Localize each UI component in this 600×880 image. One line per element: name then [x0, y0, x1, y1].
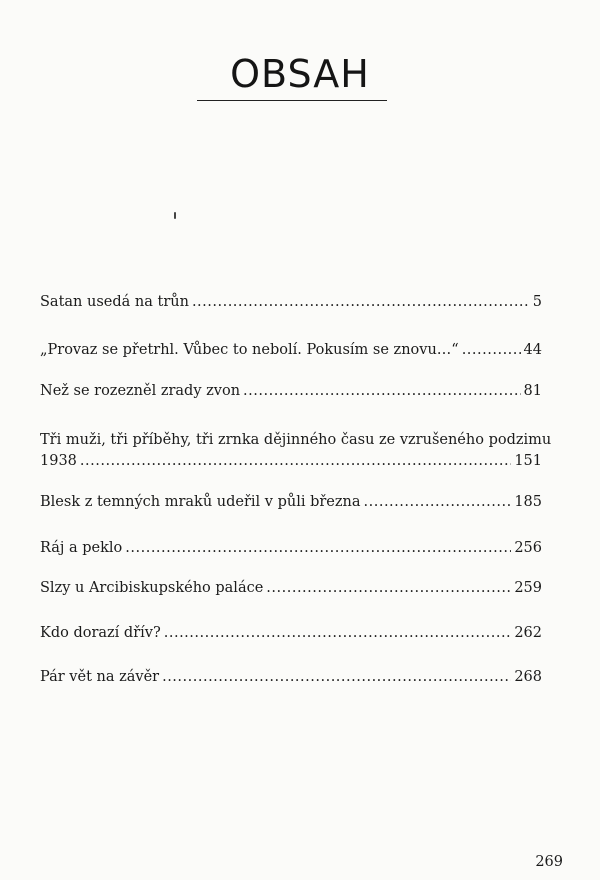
toc-leader-dots — [164, 623, 512, 643]
toc-entry[interactable] — [40, 381, 542, 401]
toc-leader-dots — [80, 451, 511, 471]
toc-leader-dots — [192, 292, 530, 312]
toc-entry-page: 256 — [514, 540, 542, 556]
toc-entry-page: 185 — [514, 494, 542, 510]
page-title: OBSAH — [230, 52, 370, 96]
toc-entry-page: 268 — [514, 669, 542, 685]
toc-entry-title-continued: 1938 — [40, 453, 77, 469]
toc-entry-title: Slzy u Arcibiskupského paláce — [40, 580, 264, 596]
toc-entry-title: Pár vět na závěr — [40, 669, 160, 685]
toc-entry[interactable] — [40, 578, 542, 598]
toc-entry-title: „Provaz se přetrhl. Vůbec to nebolí. Pokusím se znovu…“ — [40, 342, 459, 358]
toc-entry-title: Tři muži, tři příběhy, tři zrnka dějinného času ze vzrušeného podzimu — [40, 432, 552, 448]
toc-entry-page: 5 — [532, 294, 542, 310]
toc-entry[interactable] — [40, 538, 542, 558]
toc-entry-page: 259 — [514, 580, 542, 596]
toc-entry-title: Ráj a peklo — [40, 540, 123, 556]
toc-entry-title: Blesk z temných mraků udeřil v půli března — [40, 494, 361, 510]
page-number: 269 — [535, 854, 563, 870]
toc-entry-title: Než se rozezněl zrady zvon — [40, 383, 241, 399]
toc-leader-dots — [125, 538, 511, 558]
toc-entry-page: 44 — [523, 342, 542, 358]
toc-leader-dots — [162, 667, 511, 687]
toc-leader-dots — [364, 492, 512, 512]
toc-leader-dots — [266, 578, 511, 598]
toc-entry[interactable] — [40, 451, 542, 471]
toc-entry[interactable] — [40, 292, 542, 312]
toc-entry-title: Kdo dorazí dřív? — [40, 625, 161, 641]
toc-entry-title: Satan usedá na trůn — [40, 294, 189, 310]
toc-entry[interactable] — [40, 492, 542, 512]
toc-entry-page: 151 — [514, 453, 542, 469]
toc-entry[interactable] — [40, 667, 542, 687]
toc-entry[interactable] — [40, 623, 542, 643]
toc-entry-page: 81 — [523, 383, 542, 399]
toc-leader-dots — [462, 340, 521, 360]
toc-leader-dots — [243, 381, 521, 401]
toc-entry-line-1[interactable] — [40, 430, 552, 450]
toc-entry[interactable] — [40, 340, 542, 360]
toc-entry-page: 262 — [514, 625, 542, 641]
